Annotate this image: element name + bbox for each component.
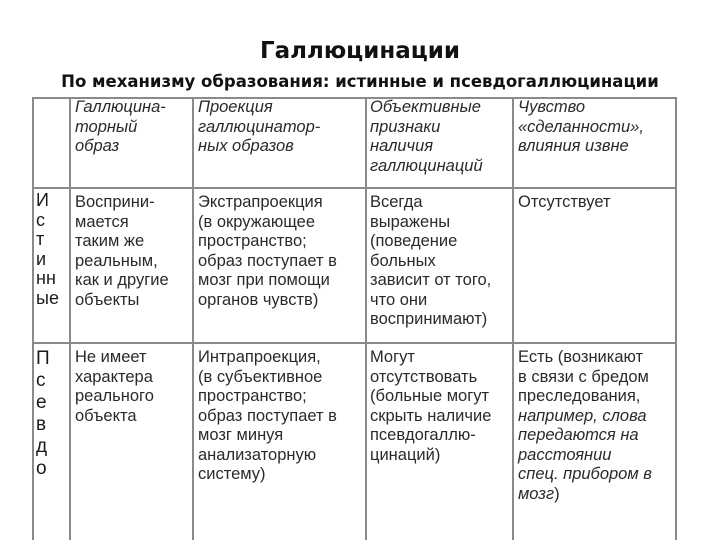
true-cell-external-influence: Отсутствует <box>518 193 611 211</box>
row-label-true: И с т и нн ые <box>36 190 59 308</box>
table-divider-col2 <box>192 97 194 540</box>
hallucinations-table <box>32 97 680 540</box>
table-divider-row1 <box>32 187 677 189</box>
table-divider-col4 <box>512 97 514 540</box>
pseudo-cell-image: Не имеет характера реального объекта <box>75 348 154 425</box>
header-cell-objective-signs: Объективные признаки наличия галлюцинаций <box>370 98 483 175</box>
table-divider-row2 <box>32 342 677 344</box>
header-cell-external-influence: Чувство «сделанности», влияния извне <box>518 98 644 155</box>
true-cell-objective-signs: Всегда выражены (поведение больных зависит от того, что они воспринимают) <box>370 193 492 328</box>
pseudo-cell-objective-signs: Могут отсутствовать (больные могут скрыть наличие псевдогаллю- цинаций) <box>370 348 492 464</box>
header-cell-image: Галлюцина- торный образ <box>75 98 166 155</box>
pseudo-cell-external-influence <box>518 348 674 504</box>
row-label-pseudo: П с е в д о <box>36 348 50 479</box>
table-border-right <box>675 97 677 540</box>
true-cell-image: Восприни- мается таким же реальным, как и другие объекты <box>75 193 169 309</box>
pseudo-cell-external-influence-example: например, слова передаются на расстоянии спец. прибором в мозг <box>518 406 652 503</box>
table-border-left <box>32 97 34 540</box>
table-divider-col1 <box>69 97 71 540</box>
true-cell-projection: Экстрапроекция (в окружающее пространство; образ поступает в мозг при помощи органов чувств) <box>198 193 337 309</box>
pseudo-cell-external-influence-text: Есть (возникают в связи с бредом преследования, <box>518 348 649 405</box>
page-subtitle: По механизму образования: истинные и псевдогаллюцинации <box>61 72 659 91</box>
page-title: Галлюцинации <box>259 38 461 64</box>
pseudo-cell-projection: Интрапроекция, (в субъективное пространство; образ поступает в мозг минуя анализаторную систему) <box>198 348 337 483</box>
pseudo-cell-external-influence-close: ) <box>554 484 560 503</box>
header-cell-projection: Проекция галлюцинатор- ных образов <box>198 98 321 155</box>
table-divider-col3 <box>365 97 367 540</box>
